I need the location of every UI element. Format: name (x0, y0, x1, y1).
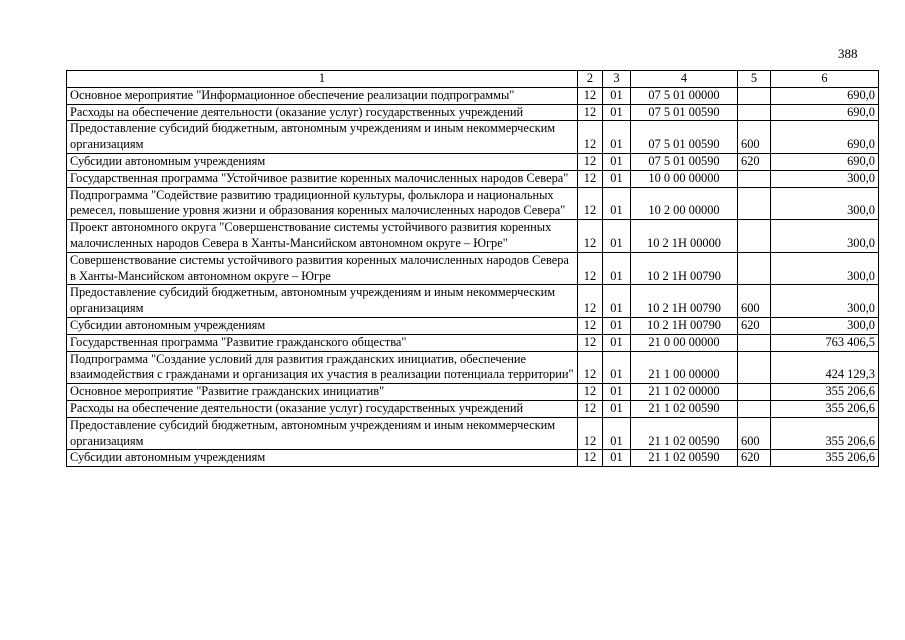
row-subsection-cell: 01 (603, 334, 631, 351)
row-amount-cell: 690,0 (771, 121, 879, 154)
row-amount-cell: 424 129,3 (771, 351, 879, 384)
row-amount-cell: 763 406,5 (771, 334, 879, 351)
table-row (67, 87, 879, 104)
table-row (67, 351, 879, 384)
row-amount-cell: 300,0 (771, 285, 879, 318)
row-expense-type-cell (738, 187, 771, 220)
row-subsection-cell: 01 (603, 104, 631, 121)
row-target-article-cell: 10 2 1Н 00790 (631, 285, 738, 318)
table-row (67, 220, 879, 253)
row-amount-cell: 690,0 (771, 87, 879, 104)
row-amount-cell: 690,0 (771, 153, 879, 170)
row-subsection-cell: 01 (603, 87, 631, 104)
row-expense-type-cell (738, 351, 771, 384)
row-name-cell: Совершенствование системы устойчивого развития коренных малочисленных народов Севера в Ханты-Мансийском автономном округе – Югре (67, 252, 578, 285)
row-target-article-cell: 21 1 00 00000 (631, 351, 738, 384)
row-target-article-cell: 10 2 1Н 00790 (631, 252, 738, 285)
row-subsection-cell: 01 (603, 384, 631, 401)
row-subsection-cell: 01 (603, 187, 631, 220)
column-header: 6 (771, 71, 879, 88)
row-name-cell: Государственная программа "Развитие гражданского общества" (67, 334, 578, 351)
row-expense-type-cell (738, 334, 771, 351)
row-subsection-cell: 01 (603, 351, 631, 384)
row-amount-cell: 300,0 (771, 220, 879, 253)
table-row (67, 334, 879, 351)
row-subsection-cell: 01 (603, 400, 631, 417)
row-expense-type-cell: 600 (738, 121, 771, 154)
row-expense-type-cell: 600 (738, 285, 771, 318)
table-row (67, 121, 879, 154)
row-target-article-cell: 07 5 01 00590 (631, 121, 738, 154)
row-expense-type-cell (738, 87, 771, 104)
row-expense-type-cell: 620 (738, 450, 771, 467)
row-name-cell: Предоставление субсидий бюджетным, автономным учреждениям и иным некоммерческим организациям (67, 121, 578, 154)
column-header: 1 (67, 71, 578, 88)
row-amount-cell: 300,0 (771, 252, 879, 285)
row-expense-type-cell (738, 400, 771, 417)
row-expense-type-cell (738, 104, 771, 121)
row-name-cell: Субсидии автономным учреждениям (67, 450, 578, 467)
table-row (67, 104, 879, 121)
row-target-article-cell: 21 0 00 00000 (631, 334, 738, 351)
row-amount-cell: 300,0 (771, 170, 879, 187)
row-name-cell: Подпрограмма "Содействие развитию традиционной культуры, фольклора и национальных ремесел, повышение уровня жизни и образования коренных малочисленных народов Севера" (67, 187, 578, 220)
row-section-cell: 12 (578, 417, 603, 450)
row-section-cell: 12 (578, 450, 603, 467)
row-subsection-cell: 01 (603, 220, 631, 253)
row-expense-type-cell: 620 (738, 153, 771, 170)
row-section-cell: 12 (578, 121, 603, 154)
row-subsection-cell: 01 (603, 285, 631, 318)
row-section-cell: 12 (578, 170, 603, 187)
table-row (67, 170, 879, 187)
table-header-row (67, 71, 879, 88)
row-target-article-cell: 07 5 01 00590 (631, 153, 738, 170)
row-section-cell: 12 (578, 252, 603, 285)
row-section-cell: 12 (578, 334, 603, 351)
row-section-cell: 12 (578, 220, 603, 253)
row-target-article-cell: 21 1 02 00000 (631, 384, 738, 401)
row-target-article-cell: 10 2 1Н 00000 (631, 220, 738, 253)
row-name-cell: Расходы на обеспечение деятельности (оказание услуг) государственных учреждений (67, 400, 578, 417)
row-name-cell: Государственная программа "Устойчивое развитие коренных малочисленных народов Севера" (67, 170, 578, 187)
table-row (67, 450, 879, 467)
table-row (67, 317, 879, 334)
page-number: 388 (838, 46, 858, 61)
column-header: 2 (578, 71, 603, 88)
table-row (67, 384, 879, 401)
row-target-article-cell: 21 1 02 00590 (631, 417, 738, 450)
row-name-cell: Проект автономного округа "Совершенствование системы устойчивого развития коренных малочисленных народов Севера в Ханты-Мансийском автономном округе – Югре" (67, 220, 578, 253)
row-amount-cell: 355 206,6 (771, 400, 879, 417)
row-name-cell: Субсидии автономным учреждениям (67, 317, 578, 334)
row-expense-type-cell (738, 170, 771, 187)
column-header: 3 (603, 71, 631, 88)
row-target-article-cell: 21 1 02 00590 (631, 450, 738, 467)
row-section-cell: 12 (578, 384, 603, 401)
row-amount-cell: 690,0 (771, 104, 879, 121)
row-subsection-cell: 01 (603, 450, 631, 467)
row-subsection-cell: 01 (603, 170, 631, 187)
row-expense-type-cell (738, 252, 771, 285)
row-expense-type-cell (738, 220, 771, 253)
row-expense-type-cell: 600 (738, 417, 771, 450)
row-section-cell: 12 (578, 153, 603, 170)
table-row (67, 285, 879, 318)
row-amount-cell: 355 206,6 (771, 384, 879, 401)
row-amount-cell: 355 206,6 (771, 417, 879, 450)
row-section-cell: 12 (578, 351, 603, 384)
budget-table (66, 70, 879, 467)
row-target-article-cell: 10 2 00 00000 (631, 187, 738, 220)
row-name-cell: Субсидии автономным учреждениям (67, 153, 578, 170)
row-subsection-cell: 01 (603, 153, 631, 170)
row-target-article-cell: 07 5 01 00590 (631, 104, 738, 121)
row-subsection-cell: 01 (603, 417, 631, 450)
row-expense-type-cell (738, 384, 771, 401)
row-target-article-cell: 10 0 00 00000 (631, 170, 738, 187)
row-target-article-cell: 07 5 01 00000 (631, 87, 738, 104)
column-header: 4 (631, 71, 738, 88)
row-expense-type-cell: 620 (738, 317, 771, 334)
row-name-cell: Расходы на обеспечение деятельности (оказание услуг) государственных учреждений (67, 104, 578, 121)
row-subsection-cell: 01 (603, 121, 631, 154)
row-subsection-cell: 01 (603, 252, 631, 285)
row-name-cell: Предоставление субсидий бюджетным, автономным учреждениям и иным некоммерческим организациям (67, 285, 578, 318)
row-amount-cell: 300,0 (771, 187, 879, 220)
table-row (67, 153, 879, 170)
row-section-cell: 12 (578, 187, 603, 220)
row-name-cell: Подпрограмма "Создание условий для развития гражданских инициатив, обеспечение взаимодействия с гражданами и организация их участия в реализации потенциала территории" (67, 351, 578, 384)
row-name-cell: Предоставление субсидий бюджетным, автономным учреждениям и иным некоммерческим организациям (67, 417, 578, 450)
table-row (67, 400, 879, 417)
table-row (67, 252, 879, 285)
table-row (67, 417, 879, 450)
row-target-article-cell: 21 1 02 00590 (631, 400, 738, 417)
row-target-article-cell: 10 2 1Н 00790 (631, 317, 738, 334)
row-amount-cell: 300,0 (771, 317, 879, 334)
row-section-cell: 12 (578, 285, 603, 318)
row-section-cell: 12 (578, 400, 603, 417)
row-subsection-cell: 01 (603, 317, 631, 334)
row-section-cell: 12 (578, 87, 603, 104)
row-name-cell: Основное мероприятие "Информационное обеспечение реализации подпрограммы" (67, 87, 578, 104)
row-name-cell: Основное мероприятие "Развитие гражданских инициатив" (67, 384, 578, 401)
table-row (67, 187, 879, 220)
row-section-cell: 12 (578, 104, 603, 121)
row-amount-cell: 355 206,6 (771, 450, 879, 467)
column-header: 5 (738, 71, 771, 88)
row-section-cell: 12 (578, 317, 603, 334)
